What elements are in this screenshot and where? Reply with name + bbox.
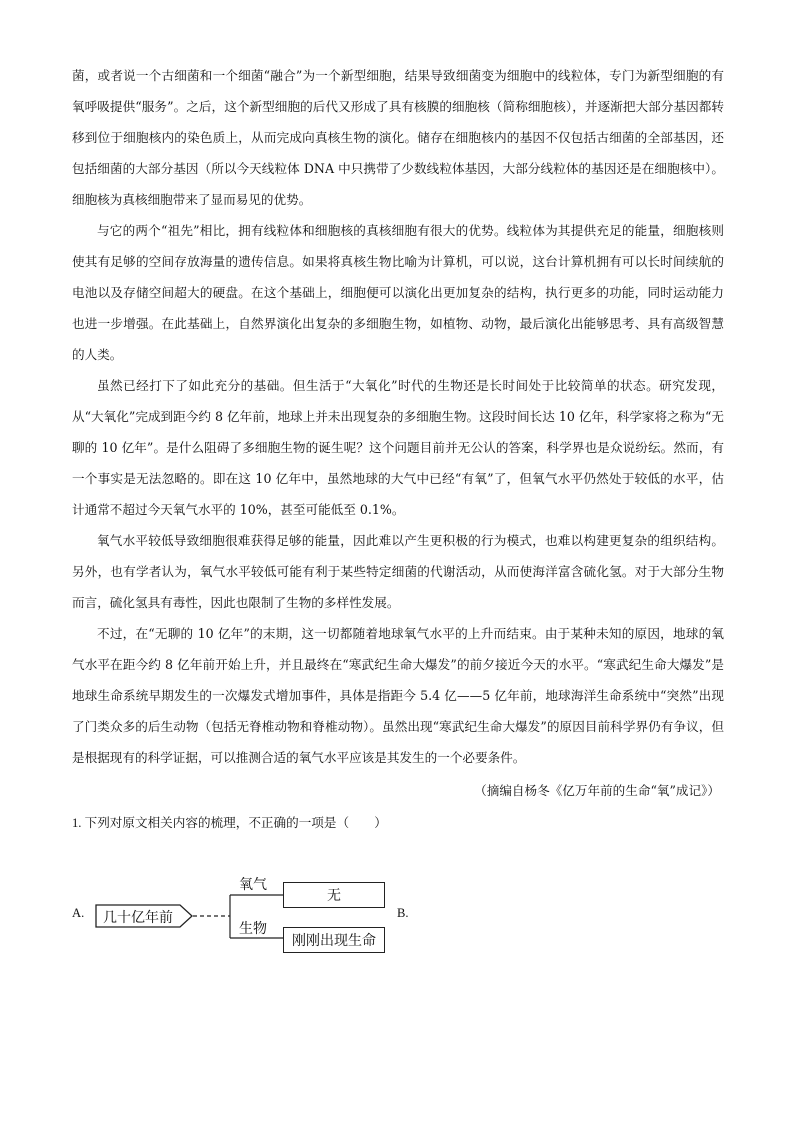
passage xyxy=(72,60,724,836)
life-label: 生物 xyxy=(239,921,267,937)
paragraph-4: 氧气水平较低导致细胞很难获得足够的能量，因此难以产生更积极的行为模式，也难以构建更复杂的组织结构。另外，也有学者认为，氧气水平较低可能有利于某些特定细菌的代谢活动，从而使海洋富含硫化氢。对于大部分生物而言，硫化氢具有毒性，因此也限制了生物的多样性发展。 xyxy=(72,533,724,610)
life-box: 刚刚出现生命 xyxy=(283,927,385,953)
option-a-diagram xyxy=(72,868,432,958)
paragraph-3: 虽然已经打下了如此充分的基础。但生活于“大氧化”时代的生物还是长时间处于比较简单的状态。研究发现，从“大氧化”完成到距今约 8 亿年前，地球上并未出现复杂的多细胞生物。这段时间长达 10 亿年，科学家将之称为“无聊的 10 亿年”。是什么阻碍了多细胞生物的诞生呢？这个问题目前并无公认的答案，科学界也是众说纷纭。然而，有一个事实是无法忽略的。即在这 10 亿年中，虽然地球的大气中已经“有氧”了，但氧气水平仍然处于较低的水平，估计通常不超过今天氧气水平的 10%，甚至可能低至 0.1%。 xyxy=(72,378,724,517)
question-1: 1. 下列对原文相关内容的梳理，不正确的一项是（ ） xyxy=(72,816,387,830)
source-citation: （摘编自杨冬《亿万年前的生命“氧”成记》） xyxy=(474,783,720,798)
option-a-label: A. xyxy=(72,906,85,920)
option-b-label: B. xyxy=(397,906,409,920)
paragraph-2: 与它的两个“祖先”相比，拥有线粒体和细胞核的真核细胞有很大的优势。线粒体为其提供充足的能量，细胞核则使其有足够的空间存放海量的遗传信息。如果将真核生物比喻为计算机，可以说，这台计算机拥有可以长时间续航的电池以及存储空间超大的硬盘。在这个基础上，细胞便可以演化出更加复杂的结构，执行更多的功能，同时运动能力也进一步增强。在此基础上，自然界演化出复杂的多细胞生物，如植物、动物，最后演化出能够思考、具有高级智慧的人类。 xyxy=(72,223,724,362)
paragraph-1: 菌，或者说一个古细菌和一个细菌“融合”为一个新型细胞，结果导致细菌变为细胞中的线粒体，专门为新型细胞的有氧呼吸提供“服务”。之后，这个新型细胞的后代又形成了具有核膜的细胞核（简称细胞核），并逐渐把大部分基因都转移到位于细胞核内的染色质上，从而完成向真核生物的演化。储存在细胞核内的基因不仅包括古细菌的全部基因，还包括细菌的大部分基因（所以今天线粒体 DNA 中只携带了少数线粒体基因，大部分线粒体的基因还是在细胞核中）。细胞核为真核细胞带来了显而易见的优势。 xyxy=(72,68,724,207)
oxygen-label: 氧气 xyxy=(239,877,267,893)
start-box-label: 几十亿年前 xyxy=(103,910,173,926)
oxygen-box: 无 xyxy=(283,882,385,908)
paragraph-5: 不过，在“无聊的 10 亿年”的末期，这一切都随着地球氧气水平的上升而结束。由于某种未知的原因，地球的氧气水平在距今约 8 亿年前开始上升，并且最终在“寒武纪生命大爆发”的前夕接近今天的水平。“寒武纪生命大爆发”是地球生命系统早期发生的一次爆发式增加事件，具体是指距今 5.4 亿——5 亿年前，地球海洋生命系统中“突然”出现了门类众多的后生动物（包括无脊椎动物和脊椎动物）。虽然出现“寒武纪生命大爆发”的原因目前科学界仍有争议，但是根据现有的科学证据，可以推测合适的氧气水平应该是其发生的一个必要条件。 xyxy=(72,626,724,765)
